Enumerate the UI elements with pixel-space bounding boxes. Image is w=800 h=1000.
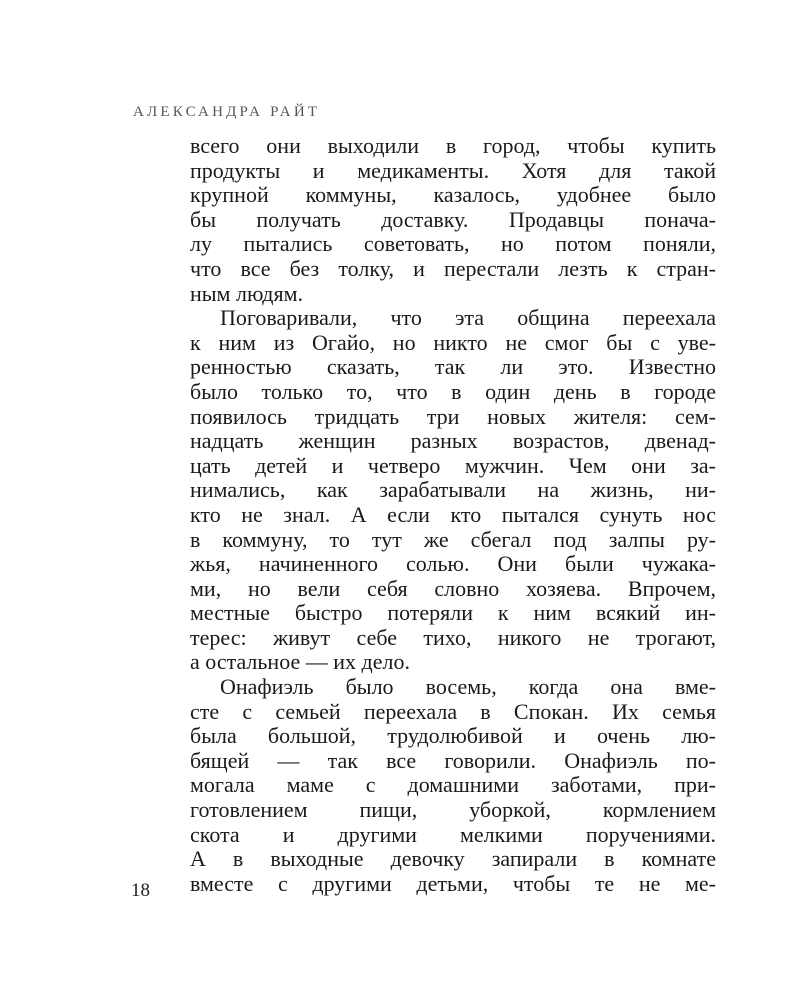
text-line: А в выходные девочку запирали в комнате bbox=[190, 846, 716, 872]
text-line: бящей — так все говорили. Онафиэль по- bbox=[190, 747, 716, 773]
text-line: сте с семьей переехала в Спокан. Их семья bbox=[190, 698, 716, 724]
text-line: крупной коммуны, казалось, удобнее было bbox=[190, 182, 716, 208]
text-line: надцать женщин разных возрастов, двенад- bbox=[190, 428, 716, 454]
text-line: продукты и медикаменты. Хотя для такой bbox=[190, 157, 716, 183]
text-line: вместе с другими детьми, чтобы те не ме- bbox=[190, 870, 716, 896]
text-line: что все без толку, и перестали лезть к стран- bbox=[190, 255, 716, 281]
text-line: могала маме с домашними заботами, при- bbox=[190, 772, 716, 798]
text-line: в коммуну, то тут же сбегал под залпы ру- bbox=[190, 526, 716, 552]
page-number: 18 bbox=[131, 880, 150, 901]
paragraph-start-line: Поговаривали, что эта община переехала bbox=[220, 305, 716, 331]
text-line: местные быстро потеряли к ним всякий ин- bbox=[190, 600, 716, 626]
text-line: была большой, трудолюбивой и очень лю- bbox=[190, 723, 716, 749]
text-line: лу пытались советовать, но потом поняли, bbox=[190, 231, 716, 257]
text-line: нимались, как зарабатывали на жизнь, ни- bbox=[190, 477, 716, 503]
text-line: терес: живут себе тихо, никого не трогают, bbox=[190, 624, 716, 650]
text-line: ным людям. bbox=[190, 280, 304, 306]
text-line: готовлением пищи, уборкой, кормлением bbox=[190, 797, 716, 823]
text-line: было только то, что в один день в городе bbox=[190, 378, 716, 404]
text-line: цать детей и четверо мужчин. Чем они за- bbox=[190, 452, 716, 478]
text-line: появилось тридцать три новых жителя: сем- bbox=[190, 403, 716, 429]
text-line: ренностью сказать, так ли это. Известно bbox=[190, 354, 716, 380]
text-line: кто не знал. А если кто пытался сунуть нос bbox=[190, 501, 716, 527]
text-line: жья, начиненного солью. Они были чужака- bbox=[190, 551, 716, 577]
text-line: всего они выходили в город, чтобы купить bbox=[190, 133, 716, 158]
text-line: ми, но вели себя словно хозяева. Впрочем, bbox=[190, 575, 716, 601]
text-line: а остальное — их дело. bbox=[190, 649, 410, 675]
body-text bbox=[190, 134, 716, 896]
text-line: к ним из Огайо, но никто не смог бы с уве- bbox=[190, 329, 716, 355]
running-head: АЛЕКСАНДРА РАЙТ bbox=[133, 104, 321, 120]
text-line: бы получать доставку. Продавцы понача- bbox=[190, 206, 716, 232]
text-line: скота и другими мелкими поручениями. bbox=[190, 821, 716, 847]
paragraph-start-line: Онафиэль было восемь, когда она вме- bbox=[220, 674, 716, 700]
